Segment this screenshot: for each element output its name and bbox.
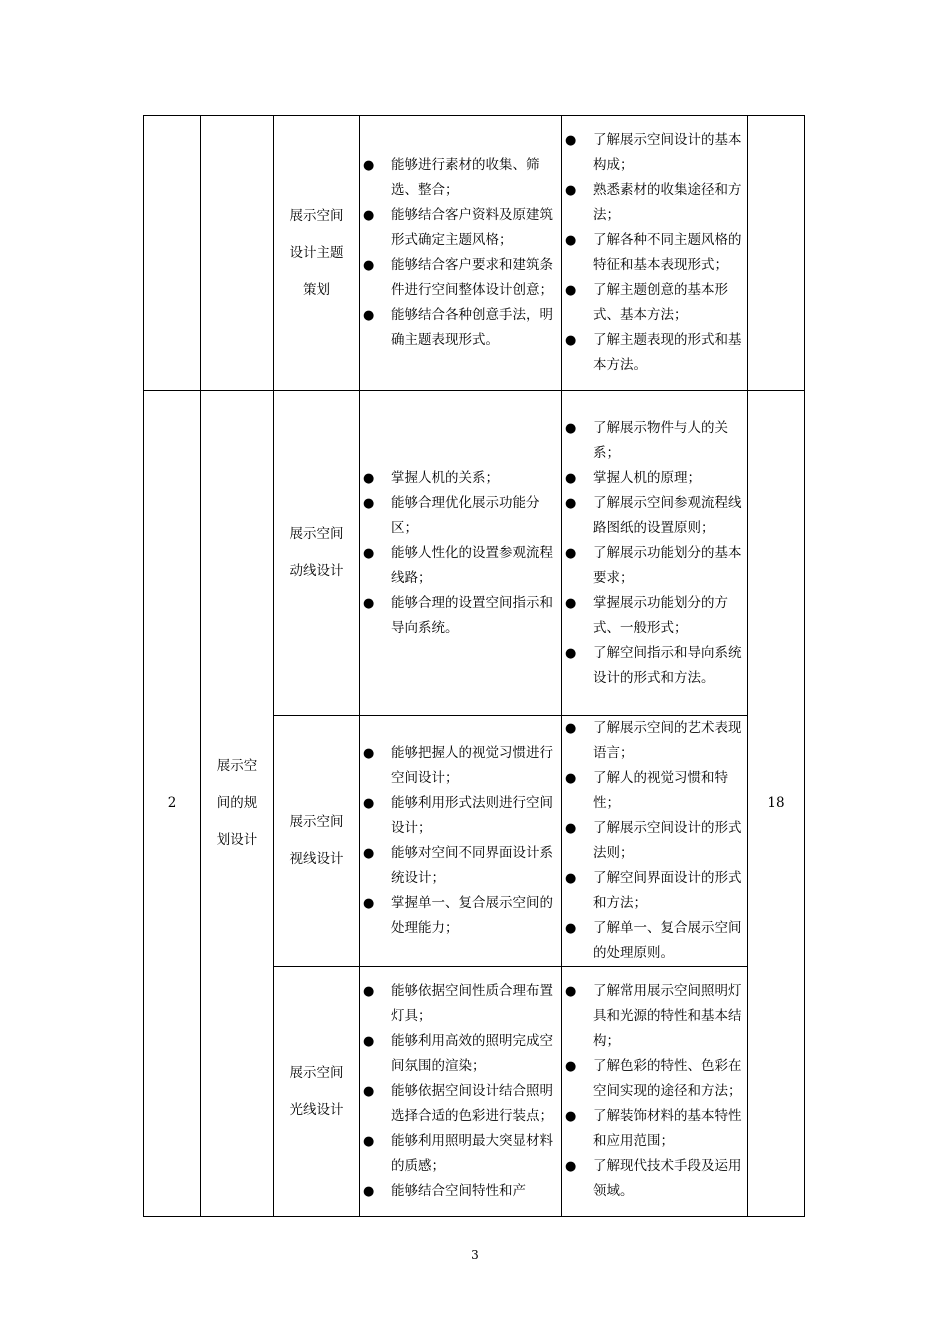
project-cell: [201, 116, 274, 391]
knowledge-cell: [562, 716, 748, 967]
list-item-text: 能够结合空间特性和产: [391, 1183, 526, 1199]
list-item: [360, 591, 561, 641]
list-item-text: 掌握单一、复合展示空间的处理能力；: [391, 895, 553, 936]
task-name: 展示空间光线设计: [289, 1064, 344, 1118]
list-item: [562, 641, 747, 691]
bullet-icon: ●: [565, 645, 577, 661]
skills-cell: [360, 116, 562, 391]
list-item-text: 掌握展示功能划分的方式、一般形式；: [593, 594, 728, 636]
knowledge-list: [562, 716, 747, 966]
row-number-cell: 2: [144, 391, 201, 1217]
list-item-text: 了解人的视觉习惯和特性；: [593, 770, 728, 811]
bullet-icon: ●: [565, 233, 577, 248]
skills-list: [360, 466, 561, 641]
list-item-text: 了解空间指示和导向系统设计的形式和方法。: [593, 644, 742, 686]
list-item-text: 能够结合各种创意手法，明确主题表现形式。: [391, 307, 553, 348]
skills-cell: [360, 967, 562, 1217]
list-item: [360, 253, 561, 303]
list-item: [360, 1079, 561, 1129]
bullet-icon: ●: [565, 1059, 577, 1074]
list-item-text: 能够对空间不同界面设计系统设计；: [391, 845, 553, 886]
bullet-icon: ●: [363, 470, 375, 486]
bullet-icon: ●: [565, 1159, 577, 1174]
list-item-text: 能够合理的设置空间指示和导向系统。: [391, 594, 553, 636]
list-item-text: 了解常用展示空间照明灯具和光源的特性和基本结构；: [593, 983, 742, 1049]
list-item: [360, 979, 561, 1029]
list-item-text: 能够进行素材的收集、筛选、整合；: [391, 157, 540, 198]
task-cell: [274, 391, 360, 716]
list-item: [562, 979, 747, 1054]
list-item: [360, 303, 561, 353]
list-item: [360, 491, 561, 541]
table-row: [144, 116, 805, 391]
task-cell: [274, 967, 360, 1217]
list-item-text: 了解单一、复合展示空间的处理原则。: [593, 920, 742, 961]
list-item-text: 能够结合客户要求和建筑条件进行空间整体设计创意；: [391, 257, 553, 298]
list-item: [562, 541, 747, 591]
task-name: 展示空间动线设计: [289, 526, 344, 579]
bullet-icon: ●: [565, 595, 577, 611]
list-item: [562, 228, 747, 278]
list-item-text: 能够利用形式法则进行空间设计；: [391, 795, 553, 836]
list-item: [562, 491, 747, 541]
bullet-icon: ●: [565, 420, 577, 436]
bullet-icon: ●: [363, 1084, 375, 1099]
list-item-text: 能够依据空间设计结合照明选择合适的色彩进行装点；: [391, 1083, 553, 1124]
bullet-icon: ●: [363, 846, 375, 861]
bullet-icon: ●: [565, 921, 577, 936]
task-cell: [274, 116, 360, 391]
bullet-icon: ●: [363, 746, 375, 761]
list-item-text: 了解展示功能划分的基本要求；: [593, 544, 742, 586]
task-name: 展示空间设计主题策划: [289, 207, 344, 298]
bullet-icon: ●: [363, 208, 375, 223]
bullet-icon: ●: [565, 545, 577, 561]
bullet-icon: ●: [363, 595, 375, 611]
list-item: [360, 1129, 561, 1179]
list-item-text: 了解色彩的特性、色彩在空间实现的途径和方法；: [593, 1058, 742, 1099]
list-item-text: 了解各种不同主题风格的特征和基本表现形式；: [593, 232, 742, 273]
list-item-text: 了解展示空间参观流程线路图纸的设置原则；: [593, 494, 742, 536]
bullet-icon: ●: [565, 984, 577, 999]
bullet-icon: ●: [363, 495, 375, 511]
list-item-text: 能够合理优化展示功能分区；: [391, 494, 540, 536]
list-item: [360, 741, 561, 791]
knowledge-cell: [562, 967, 748, 1217]
list-item-text: 能够人性化的设置参观流程线路；: [391, 544, 553, 586]
page-number: 3: [471, 1248, 479, 1262]
bullet-icon: ●: [363, 796, 375, 811]
list-item: [360, 1029, 561, 1079]
list-item: [562, 1104, 747, 1154]
skills-list: [360, 741, 561, 941]
list-item: [360, 541, 561, 591]
list-item: [562, 178, 747, 228]
list-item: [562, 591, 747, 641]
list-item-text: 了解现代技术手段及运用领域。: [593, 1158, 742, 1199]
list-item-text: 了解展示空间设计的基本构成；: [593, 132, 742, 173]
list-item-text: 了解展示物件与人的关系；: [593, 419, 728, 461]
list-item: [562, 128, 747, 178]
knowledge-cell: [562, 391, 748, 716]
list-item: [360, 203, 561, 253]
knowledge-cell: [562, 116, 748, 391]
skills-cell: [360, 716, 562, 967]
list-item: [562, 328, 747, 378]
list-item-text: 能够把握人的视觉习惯进行空间设计；: [391, 745, 553, 786]
bullet-icon: ●: [363, 545, 375, 561]
list-item-text: 能够利用照明最大突显材料的质感；: [391, 1133, 553, 1174]
bullet-icon: ●: [363, 158, 375, 173]
bullet-icon: ●: [363, 1134, 375, 1149]
bullet-icon: ●: [565, 771, 577, 786]
bullet-icon: ●: [565, 495, 577, 511]
list-item-text: 熟悉素材的收集途径和方法；: [593, 182, 742, 223]
bullet-icon: ●: [363, 1034, 375, 1049]
bullet-icon: ●: [363, 896, 375, 911]
skills-list: [360, 153, 561, 353]
knowledge-list: [562, 979, 747, 1204]
list-item-text: 了解展示空间设计的形式法则；: [593, 820, 742, 861]
knowledge-list: [562, 416, 747, 691]
list-item: [562, 916, 747, 966]
project-name: 展示空间的规划设计: [216, 758, 258, 848]
list-item: [562, 1154, 747, 1204]
list-item-text: 了解主题表现的形式和基本方法。: [593, 332, 742, 373]
task-name: 展示空间视线设计: [289, 814, 344, 867]
list-item-text: 了解主题创意的基本形式、基本方法；: [593, 282, 728, 323]
bullet-icon: ●: [565, 333, 577, 348]
list-item-text: 掌握人机的原理；: [593, 469, 701, 486]
list-item-text: 了解空间界面设计的形式和方法；: [593, 870, 742, 911]
bullet-icon: ●: [565, 133, 577, 148]
project-cell: [201, 391, 274, 1217]
list-item: [360, 891, 561, 941]
row-number-cell: [144, 116, 201, 391]
list-item: [360, 153, 561, 203]
list-item: [562, 866, 747, 916]
bullet-icon: ●: [565, 821, 577, 836]
bullet-icon: ●: [565, 721, 577, 736]
task-cell: [274, 716, 360, 967]
hours-cell: 18: [748, 391, 805, 1217]
list-item-text: 掌握人机的关系；: [391, 469, 499, 486]
bullet-icon: ●: [565, 1109, 577, 1124]
list-item: [562, 816, 747, 866]
list-item: [562, 278, 747, 328]
list-item-text: 能够依据空间性质合理布置灯具；: [391, 983, 553, 1024]
list-item: [360, 791, 561, 841]
list-item-text: 了解装饰材料的基本特性和应用范围；: [593, 1108, 742, 1149]
bullet-icon: ●: [363, 258, 375, 273]
hours-cell: [748, 116, 805, 391]
bullet-icon: ●: [565, 470, 577, 486]
list-item: [360, 1179, 561, 1204]
list-item: [562, 716, 747, 766]
bullet-icon: ●: [363, 984, 375, 999]
table-row: [144, 391, 805, 716]
list-item-text: 能够结合客户资料及原建筑形式确定主题风格；: [391, 207, 553, 248]
knowledge-list: [562, 128, 747, 378]
skills-cell: [360, 391, 562, 716]
list-item: [562, 766, 747, 816]
bullet-icon: ●: [565, 183, 577, 198]
list-item: [562, 1054, 747, 1104]
bullet-icon: ●: [363, 1184, 375, 1199]
list-item: [562, 466, 747, 491]
bullet-icon: ●: [565, 871, 577, 886]
skills-list: [360, 979, 561, 1204]
list-item-text: 了解展示空间的艺术表现语言；: [593, 720, 742, 761]
list-item: [360, 466, 561, 491]
curriculum-table: [143, 115, 805, 1217]
list-item: [562, 416, 747, 466]
bullet-icon: ●: [363, 308, 375, 323]
list-item-text: 能够利用高效的照明完成空间氛围的渲染；: [391, 1033, 553, 1074]
list-item: [360, 841, 561, 891]
bullet-icon: ●: [565, 283, 577, 298]
